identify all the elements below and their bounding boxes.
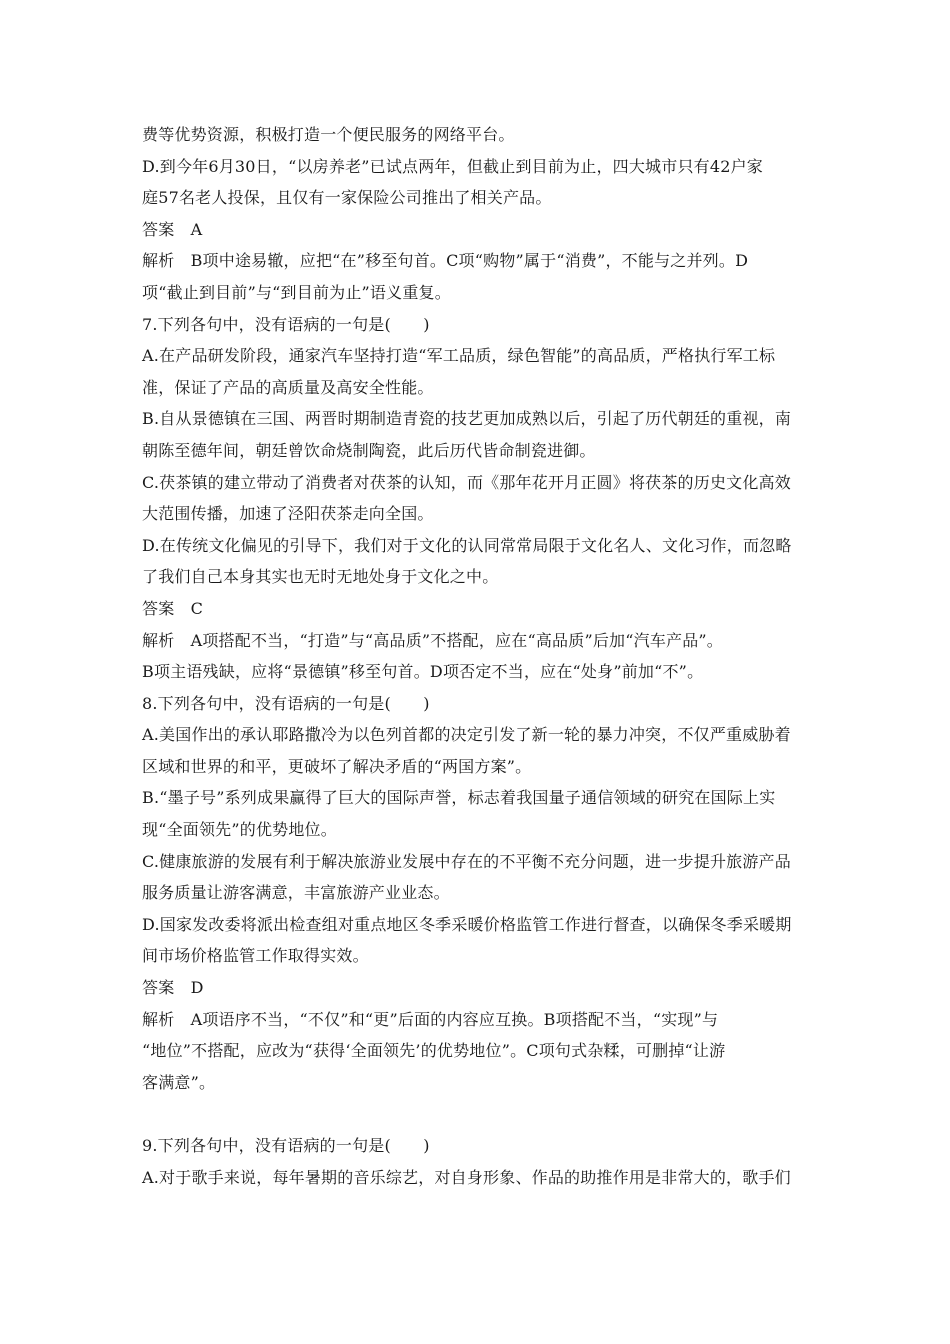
q8-option-d-line1: D.国家发改委将派出检查组对重点地区冬季采暖价格监管工作进行督查，以确保冬季采暖期 [142, 914, 792, 934]
q7-option-a-line1: A.在产品研发阶段，通家汽车坚持打造“军工品质，绿色智能”的高品质，严格执行军工标 [142, 346, 776, 366]
q6-answer: 答案 A [142, 219, 203, 239]
q8-option-a-line2: 区域和世界的和平，更破坏了解决矛盾的“两国方案”。 [142, 756, 532, 776]
q8-option-c-line2: 服务质量让游客满意，丰富旅游产业业态。 [142, 883, 450, 903]
q7-analysis-line2: B项主语残缺，应将“景德镇”移至句首。D项否定不当，应在“处身”前加“不”。 [142, 662, 704, 682]
q8-option-d-line2: 间市场价格监管工作取得实效。 [142, 946, 369, 966]
q6-option-c-tail: 费等优势资源，积极打造一个便民服务的网络平台。 [142, 125, 515, 144]
q9-question: 9.下列各句中，没有语病的一句是( ) [142, 1136, 430, 1156]
q7-option-a-line2: 准，保证了产品的高质量及高安全性能。 [142, 377, 434, 397]
q8-analysis-line2: “地位”不搭配，应改为“获得‘全面领先’的优势地位”。C项句式杂糅，可删掉“让游 [142, 1041, 726, 1061]
q7-option-d-line2: 了我们自己本身其实也无时无地处身于文化之中。 [142, 567, 499, 587]
q7-option-d-line1: D.在传统文化偏见的引导下，我们对于文化的认同常常局限于文化名人、文化习作，而忽略 [142, 535, 792, 555]
paragraph-gap [142, 1098, 822, 1130]
q8-question: 8.下列各句中，没有语病的一句是( ) [142, 693, 430, 713]
q7-question: 7.下列各句中，没有语病的一句是( ) [142, 314, 430, 334]
q7-answer: 答案 C [142, 598, 204, 618]
document-page [142, 119, 822, 1194]
q7-option-b-line2: 朝陈至德年间，朝廷曾饮命烧制陶瓷，此后历代皆命制瓷进御。 [142, 440, 596, 460]
q8-analysis-line3: 客满意”。 [142, 1072, 216, 1092]
q8-option-b-line2: 现“全面领先”的优势地位。 [142, 820, 337, 840]
q8-option-c-line1: C.健康旅游的发展有利于解决旅游业发展中存在的不平衡不充分问题，进一步提升旅游产品 [142, 851, 791, 871]
q8-answer: 答案 D [142, 978, 204, 998]
q6-option-d-line2: 庭57名老人投保，且仅有一家保险公司推出了相关产品。 [142, 188, 552, 208]
q6-analysis-line1: 解析 B项中途易辙，应把“在”移至句首。C项“购物”属于“消费”，不能与之并列。D [142, 251, 749, 271]
q7-option-b-line1: B.自从景德镇在三国、两晋时期制造青瓷的技艺更加成熟以后，引起了历代朝廷的重视，南 [142, 409, 792, 429]
q8-option-a-line1: A.美国作出的承认耶路撒冷为以色列首都的决定引发了新一轮的暴力冲突，不仅严重威胁着 [142, 725, 791, 745]
q7-option-c-line1: C.茯茶镇的建立带动了消费者对茯茶的认知，而《那年花开月正圆》将茯茶的历史文化高效 [142, 472, 791, 492]
q7-analysis-line1: 解析 A项搭配不当，“打造”与“高品质”不搭配，应在“高品质”后加“汽车产品”。 [142, 630, 723, 650]
q6-analysis-line2: 项“截止到目前”与“到目前为止”语义重复。 [142, 282, 451, 302]
q8-option-b-line1: B.“墨子号”系列成果赢得了巨大的国际声誉，标志着我国量子通信领域的研究在国际上实 [142, 788, 776, 808]
q7-option-c-line2: 大范围传播，加速了泾阳茯茶走向全国。 [142, 504, 434, 524]
q9-option-a-line1: A.对于歌手来说，每年暑期的音乐综艺，对自身形象、作品的助推作用是非常大的，歌手们 [142, 1168, 791, 1187]
q6-option-d-line1: D.到今年6月30日，“以房养老”已试点两年，但截止到目前为止，四大城市只有42户家 [142, 156, 764, 176]
q8-analysis-line1: 解析 A项语序不当，“不仅”和“更”后面的内容应互换。B项搭配不当，“实现”与 [142, 1009, 719, 1029]
